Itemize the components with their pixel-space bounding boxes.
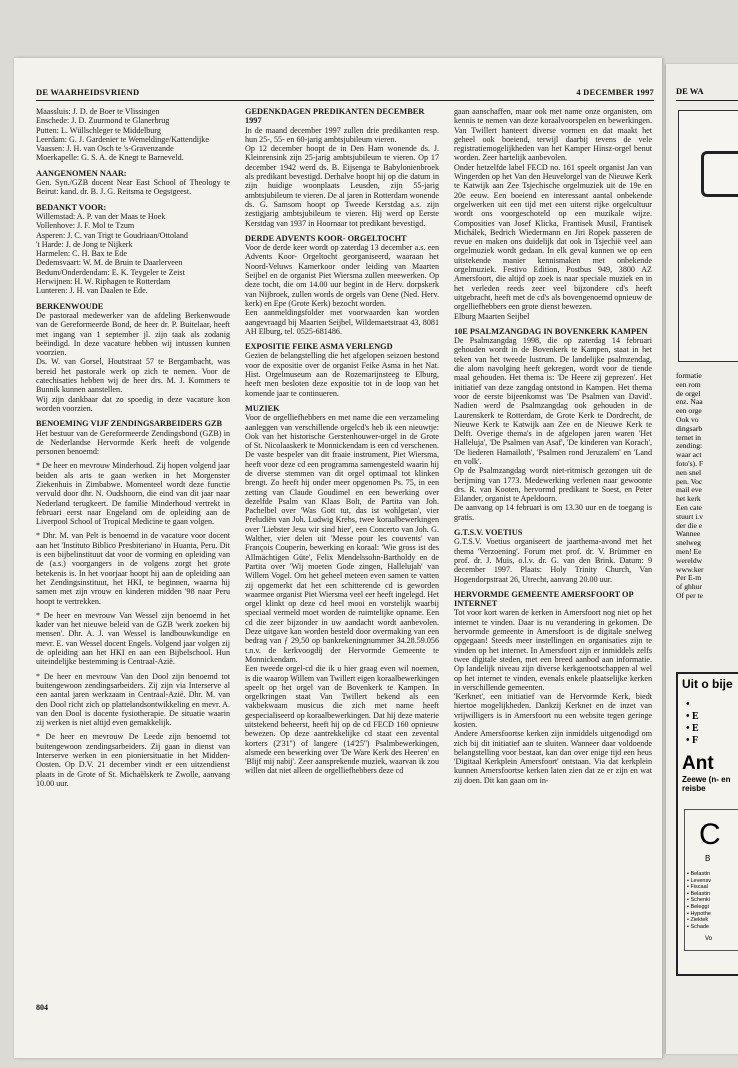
article-paragraph: 't Harde: J. de Jong te Nijkerk <box>36 239 133 249</box>
ad-inner-list <box>685 863 738 930</box>
article-paragraph: Een tweede orgel-cd die ik u hier graag even wil noemen, is die waarop Willem van Twillert eigen koraalbewerkingen speelt op het orgel van de Bovenkerk te Kampen. In orgelkringen staat Van Twillert bekend als een vakbekwaam musicus die zich met name heeft gespecialiseerd op koraalbewerkingen. Dat hij deze materie uitstekend beheerst, heeft hij op de cd FECD 160 opnieuw bewezen. Op deze aantrekkelijke cd staat een zevental korters (2'31'') of langere (14'25'') Psalmbewerkingen, alsmede een bewerking over 'De Ware Kerk des Heeren' en 'Blijf mij nabij'. Zeer aansprekende muziek, waarvan ik zou willen dat niet alleen de orgelliefhebbers deze cd <box>245 664 439 776</box>
newspaper-page <box>14 58 662 1058</box>
fragment-line: waar act <box>676 450 702 460</box>
next-page-text-fragment <box>676 372 738 601</box>
fragment-line: snelweg <box>676 538 701 548</box>
ad-bullet: • <box>686 699 690 710</box>
article-heading: MUZIEK <box>245 403 280 413</box>
fragment-line: een orge <box>676 406 702 416</box>
ad-inner-footer: Vo <box>705 936 713 943</box>
article-paragraph: * De heer en mevrouw Van den Dool zijn benoemd tot buitengewoon zendingsarbeiders. Zij zijn via Interserve al een aantal jaren werkzaam in Centraal-Azië. Dhr. M. van den Dool richt zich op plattelandsontwikkeling en mevr. A. van den Dool is docente fysiotherapie. De situatie waarin zij werken is niet altijd even gemakkelijk. <box>36 671 230 728</box>
fragment-line: enz. Naa <box>676 397 703 407</box>
ad-inner-box <box>684 809 738 951</box>
fragment-line: foto's). F <box>676 458 704 468</box>
column-3 <box>454 107 652 1055</box>
fragment-line: Wannee <box>676 529 701 539</box>
fragment-line: mail eve <box>676 485 702 495</box>
ad-list-item: • Levensv <box>687 877 711 884</box>
article-paragraph: * Dhr. M. van Pelt is benoemd in de vacature voor docent aan het 'Instituto Biblico Presbiteriano' in Huanta, Peru. Dit is een bijbelinstituut dat voor de vorming en opleiding van de (a.s.) voorgangers in de volgens zorgt het grote betekenis is. In het voorjaar hoopt hij aan de opleiding aan het Zendingsinstituut, het HKI, te beginnen, waarna hij samen met zijn vrouw en kinderen midden '98 naar Peru hoopt te vertrekken. <box>36 531 230 606</box>
article-paragraph: * De heer en mevrouw Van Wessel zijn benoemd in het kader van het nieuwe beleid van de GZB 'werk zoeken bij mensen'. Dhr. A. J. van Wessel is landbouwkundige en mevr. E. van Wessel docent Engels. Volgend jaar volgen zij de opleiding aan het HKI en aan een Bijbelschool. Hun uiteindelijke bestemming is Centraal-Azië. <box>36 610 230 667</box>
article-paragraph: In de maand december 1997 zullen drie predikanten resp. hun 25-, 55- en 60-jarig ambtsjubileum vieren. <box>245 125 439 144</box>
fragment-line: Of per te <box>676 590 703 600</box>
fragment-line: het kerk <box>676 494 701 504</box>
article-paragraph: Bedum/Onderdendam: E. K. Teygeler te Zeist <box>36 267 185 277</box>
ad-title: Uit o bije <box>682 677 733 691</box>
article-heading: BEDANKT VOOR: <box>36 202 107 212</box>
ad-list-item: • Belastin <box>687 871 711 877</box>
fragment-line: wereldw <box>676 555 703 565</box>
article-paragraph: G.T.S.V. Voetius organiseert de jaarthema-avond met het thema 'Verzoening'. Forum met prof. dr. V. Brümmer en prof. dr. J. Muis, o.l.v. dr. G. van den Brink. Datum: 9 december 1997. Plaats: Holy Trinity Church, Van Hogendorpstraat 26, Utrecht, aanvang 20.00 uur. <box>454 537 652 584</box>
article-paragraph: Een aanmeldingsfolder met voorwaarden kan worden aangevraagd bij Maarten Seijbel, Wildemaetstraat 43, 8081 AH Elburg, tel. 0525-681486. <box>245 308 439 336</box>
column-2 <box>245 107 439 1055</box>
article-paragraph: 'Kerknet', een initiatief van de Hervormde Kerk, biedt hiertoe mogelijkheden. Dankzij Kerknet en de inzet van vrijwilligers is in Amersfoort nu een website tegen geringe kosten. <box>454 692 652 729</box>
next-page-illustration <box>678 110 738 362</box>
ad-bullet: • E <box>686 723 699 734</box>
article-paragraph: * De heer en mevrouw De Leede zijn benoemd tot buitengewoon zendingsarbeiders. Zij gaan in dienst van Interserve werken in een pioniersituatie in het Midden-Oosten. Op D.V. 21 december vindt er een uitzendienst plaats in de Grote of St. Michaëlskerk te Zwolle, aanvang 10.00 uur. <box>36 732 230 788</box>
article-paragraph: Gen. Syn./GZB docent Near East School of Theology te Beirut: kand. dr. B. J. G. Reitsma te Oegstgeest. <box>36 178 230 197</box>
issue-date: 4 DECEMBER 1997 <box>576 87 654 97</box>
article-paragraph: Asperen: J. C. van Trigt te Goudriaan/Ottoland <box>36 230 188 240</box>
article-heading: AANGENOMEN NAAR: <box>36 168 127 178</box>
article-paragraph: Op 12 december hoopt de in Den Ham wonende ds. J. Kleinrensink zijn 25-jarig ambtsjubileum te vieren. Op 17 december 1942 werd ds. B. Eijsenga te Babylonienbroek als predikant bevestigd. Derhalve hoopt hij op die datum in zijn huidige woonplaats Leusden, zijn 55-jarig ambtsjubileum te vieren. De al jaren in Rotterdam wonende ds. G. Samsom hoopt op Tweede Kerstdag a.s. zijn zestigjarig ambtsjubileum te vieren. Hij werd op Eerste Kerstdag van 1937 in Hoornaar tot predikant bevestigd. <box>245 144 439 228</box>
next-page-advertisement <box>676 672 738 976</box>
fragment-line: zending: <box>676 441 703 451</box>
article-paragraph: De pastoraal medewerker van de afdeling Berkenwoude van de Gereformeerde Bond, de heer dr. P. Buitelaar, heeft met ingang van 1 september jl. zijn taak als zodanig beëindigd. In deze vacature hebben wij intussen kunnen voorzien. <box>36 310 230 358</box>
fragment-line: dingsarb <box>676 423 703 433</box>
article-paragraph: De aanvang op 14 februari is om 13.30 uur en de toegang is gratis. <box>454 503 652 522</box>
article-paragraph: Vollenhove: J. F. Mol te Tzum <box>36 221 135 231</box>
article-paragraph: Andere Amersfoortse kerken zijn inmiddels uitgenodigd om zich bij dit initiatief aan te sluiten. Wanneer daar voldoende belangstelling voor bestaat, kan dan over enige tijd een heus 'Digitaal Kerkplein Amersfoort' ontstaan. Via dat kerkplein kunnen Amersfoortse kerken laten zien dat ze er zijn en wat zij doen. Dit kan gaan om in- <box>454 729 652 785</box>
article-paragraph: Putten: L. Wüllschleger te Middelburg <box>36 125 161 135</box>
page-header <box>36 84 654 100</box>
article-heading: EXPOSITIE FEIKE ASMA VERLENGD <box>245 342 393 352</box>
fragment-line: www.ker <box>676 564 704 574</box>
article-paragraph: Lunteren: J. H. van Daalen te Ede. <box>36 286 148 296</box>
ad-list-item: • Ziektek <box>687 917 709 924</box>
article-paragraph: Wij zijn dankbaar dat zo spoedig in deze vacature kon worden voorzien. <box>36 394 230 413</box>
article-heading: BERKENWOUDE <box>36 301 104 311</box>
column-1 <box>36 107 230 1055</box>
article-paragraph: Enschede: J. D. Zuurmond te Glanerbrug <box>36 116 170 126</box>
publication-name: DE WAARHEIDSVRIEND <box>36 87 140 97</box>
article-heading: HERVORMDE GEMEENTE AMERSFOORT OP INTERNET <box>454 589 634 609</box>
ad-list-item: • Schenki <box>687 897 711 904</box>
fragment-line: stuurt i.v <box>676 511 704 521</box>
ad-list-item: • Fiscaal <box>687 884 708 891</box>
ad-brand: Ant <box>682 753 714 774</box>
article-paragraph: Onder hetzelfde label FECD no. 161 speelt organist Jan van Wingerden op het Van den Heuvelorgel van de Nieuwe Kerk te Katwijk aan Zee Tsjechische orgelmuziek uit de 19e en 20e eeuw. Een boeiend en interessant aantal onbekende orgelwerken uit een tijd met een uiterst rijke orgelcultuur wordt ons voorgeschoteld op een muzikale wijze. Composities van Josef Klicka, Frantisek Musil, Frantisek Michálek, Bedrich Wiedermann en Jiri Ropek passeren de revue en maken ons duidelijk dat ook in Tsjechië veel aan orgelmuziek wordt gedaan. In elk geval kunnen we op een uitstekende manier kennismaken met onbekende orgelmuziek. Festivo Edition, Postbus 949, 3800 AZ Amersfoort, die altijd op zoek is naar speciale muziek en in het verleden reeds zeer veel bijzondere cd's heeft uitgebracht, heeft met de cd's als bovengenoemd opnieuw de orgelliefhebbers een grote dienst bewezen. <box>454 162 652 312</box>
ad-list-item: • Schade <box>687 923 710 930</box>
article-heading: DERDE ADVENTS KOOR- ORGELTOCHT <box>245 233 407 243</box>
article-paragraph: Dedemsvaart: W. M. de Bruin te Daarlerveen <box>36 258 183 268</box>
article-paragraph: Herwijnen: H. W. Riphagen te Rotterdam <box>36 277 171 287</box>
fragment-line: ternet in <box>676 432 702 442</box>
article-heading: G.T.S.V. VOETIUS <box>454 528 523 538</box>
fragment-line: formatie <box>676 371 702 380</box>
article-paragraph: Ds. W. van Gorsel, Houtstraat 57 te Bergambacht, was bereid het pastorale werk op zich te nemen. Voor de catechisaties hebben wij de heer drs. M. J. Kommers te Bunnik kunnen aanstellen. <box>36 357 230 395</box>
article-paragraph: Voor de derde keer wordt op zaterdag 13 december a.s. een Advents Koor- Orgeltocht georganiseerd, waaraan het Noord-Veluws Kamerkoor onder leiding van Maarten Seijbel en de organist Piet Wiersma zullen meewerken. Op deze tocht, die om 14.00 uur begint in de Herv. dorpskerk van Nijbroek, zullen words de orgels van Oene (Ned. Herv. kerk) en Epe (Grote Kerk) bezocht worden. <box>245 243 439 308</box>
article-paragraph: gaan aanschaffen, maar ook met name onze organisten, om kennis te nemen van deze koraalvoorspelen en bewerkingen. Van Twillert hanteert diverse vormen en dat maakt het geheel ook boeiend, terwijl daarbij tevens de vele registratiemogelijkheden van het Kamper Hinsz-orgel benut worden. Zeer hartelijk aanbevolen. <box>454 107 652 163</box>
fragment-line: of ghhur <box>676 582 702 592</box>
next-page-edge <box>666 64 738 1054</box>
fragment-line: der die e <box>676 520 703 530</box>
ad-bullet: • F <box>686 735 699 746</box>
ad-bullets <box>678 691 738 747</box>
ad-inner-mark: C <box>699 818 721 851</box>
next-page-header: DE WA <box>676 86 704 96</box>
fragment-line: Een cate <box>676 502 702 512</box>
header-rule <box>36 100 654 101</box>
article-heading: 10E PSALMZANGDAG IN BOVENKERK KAMPEN <box>454 326 648 336</box>
fragment-line: nen snel <box>676 467 702 477</box>
article-paragraph: Elburg Maarten Seijbel <box>454 311 530 321</box>
article-paragraph: Willemstad: A. P. van der Maas te Hoek <box>36 211 166 221</box>
illustration-shape <box>701 151 738 197</box>
article-paragraph: Maassluis: J. D. de Boer te Vlissingen <box>36 107 160 116</box>
article-paragraph: Tot voor kort waren de kerken in Amersfoort nog niet op het internet te vinden. Daar is nu verandering in gekomen. De hervormde gemeente in Amersfoort is de digitale snelweg opgegaan! Steeds meer instellingen en organisaties zijn te vinden op het internet. In Amersfoort zijn er inmiddels zelfs twee digitale steden, met een breed aanbod aan informatie. Op landelijk niveau zijn diverse kerkgenootschappen al wel op het internet te vinden, evenals enkele plaatselijke kerken in verschillende gemeenten. <box>454 608 652 692</box>
ad-list-item: • Hypothe <box>687 910 711 917</box>
ad-list-item: • Belastin <box>687 890 711 897</box>
article-paragraph: De Psalmzangdag 1998, die op zaterdag 14 februari gehouden wordt in de Bovenkerk te Kampen, staat in het teken van het tweede lustrum. De landelijke psalmzendag, die alom navolging heeft gekregen, wordt voor de tiende maal gehouden. Het thema is: 'De Heere zij geprezen'. Het initiatief van deze zangdag ontstond in Kampen. Het thema voor de eerste bijeenkomst was 'De Psalmen van David'. Nadien werd de Psalmzangdag ook gehouden in de Laurenskerk te Rotterdam, de Grote Kerk te Dordrecht, de Nieuwe Kerk te Katwijk aan Zee en de Nieuwe Kerk te Delft. Overige thema's in de afgelopen jaren waren 'Het Halleluja', 'De Psalmen van Asaf', 'De kinderen van Korach', 'De liederen Hamailoth', 'Psalmen rond Jeruzalem' en 'Land en volk'. <box>454 336 652 466</box>
ad-subtitle: Zeewe (n- en reisbe <box>682 775 731 793</box>
article-heading: BENOEMING VIJF ZENDINGSARBEIDERS GZB <box>36 419 223 429</box>
fragment-line: Per E-m <box>676 573 702 583</box>
article-paragraph: Op de Psalmzangdag wordt niet-ritmisch gezongen uit de berijming van 1773. Medewerking verlenen naar gewoonte drs. R. van Kooten, hervormd predikant te Soest, en Peter Eilander, organist te Apeldoorn. <box>454 466 652 504</box>
article-paragraph: Het bestuur van de Gereformeerde Zendingsbond (GZB) in de Nederlandse Hervormde Kerk heeft de volgende personen benoemd: <box>36 428 230 457</box>
fragment-line: men! Ee <box>676 546 702 556</box>
ad-list-item: • Beleggi <box>687 903 709 910</box>
ad-inner-letter: B <box>705 854 711 863</box>
fragment-line: pen. Voc <box>676 476 703 486</box>
article-paragraph: Gezien de belangstelling die het afgelopen seizoen bestond voor de expositie over de organist Feike Asma in het Nat. Hist. Orgelmuseum aan de Rozemarijnsteeg te Elburg, heeft men besloten deze expositie tot in de loop van het komende jaar te continueren. <box>245 351 439 398</box>
fragment-line: een rom <box>676 379 701 389</box>
fragment-line: de orgel <box>676 388 701 398</box>
ad-bullet: • E <box>686 711 699 722</box>
article-paragraph: * De heer en mevrouw Minderhoud. Zij hopen volgend jaar beiden als arts te gaan werken in het Morgenster Ziekenhuis in Zimbabwe. Momenteel wordt deze functie vervuld door dhr. N. Oudshoorn, die eind van dit jaar naar Nederland terugkeert. De familie Minderhoud vertrekt in februari eerst naar Engeland om de opleiding aan de Liverpool School of Tropical Medicine te gaan volgen. <box>36 461 230 527</box>
article-heading: GEDENKDAGEN PREDIKANTEN DECEMBER 1997 <box>245 107 425 126</box>
article-paragraph: Leerdam: G. J. Gardenier te Wemeldinge/Kattendijke <box>36 134 209 144</box>
article-paragraph: Voor de orgelliefhebbers en met name die een verzameling aanleggen van verschillende orgelcd's heb ik een nieuwtje: Ook van het historische Gerstenhouwer-orgel in de Grote of St. Nicolaaskerk te Monnickendam is een cd verschenen. De vaste bespeler van dit fraaie instrument, Piet Wiersma, heeft voor deze cd een programma samengesteld waarin hij de diverse stemmen van dit orgel optimaal tot klinken brengt. Zo heeft hij onder meer opgenomen Ps. 75, in een zetting van Claude Goudimel en een bewerking over dezelfde Psalm van Klaas Bolt, de Partita van Joh. Pachelbel over 'Was Gott tut, das ist wohlgetan', vier Preludiën van Joh. Ludwig Krebs, twee koraalbewerkingen over 'Liebster Jesu wir sind hier', een Concerto van Joh. G. Walther, vier delen uit 'Messe pour les couvents' van François Couperin, bewerking en koraal: 'Wie gross ist des Allmächtigen Güte', Felix Mendelssohn-Bartholdy en de Partita over 'Wij moeten Gode zingen, Hallelujah' van Willem Vogel. Om het geheel meteen even samen te vatten zij opgemerkt dat het een schitterende cd is geworden waarmee organist Piet Wiersma veel eer heeft ingelegd. Het orgel klinkt op deze cd heel mooi en vorstelijk waarbij speciaal vermeld moet worden de ruimtelijke opname. Een cd die zeer bijzonder in uw aandacht wordt aanbevolen. Deze uitgave kan worden besteld door overmaking van een bedrag van ƒ 29,50 op bankrekeningnummer 34.28.59.056 t.n.v. de kerkvoogdij der Hervormde Gemeente te Monnickendam. <box>245 413 439 664</box>
page-number: 804 <box>36 1003 48 1012</box>
article-paragraph: Vaassen: J. H. van Osch te 's-Gravenzande <box>36 144 174 154</box>
next-page-rule <box>676 100 738 101</box>
article-paragraph: Moerkapelle: G. S. A. de Knegt te Barneveld. <box>36 153 184 163</box>
fragment-line: Ook vo <box>676 414 699 424</box>
article-paragraph: Harmelen: C. H. Bax te Ede <box>36 249 128 259</box>
